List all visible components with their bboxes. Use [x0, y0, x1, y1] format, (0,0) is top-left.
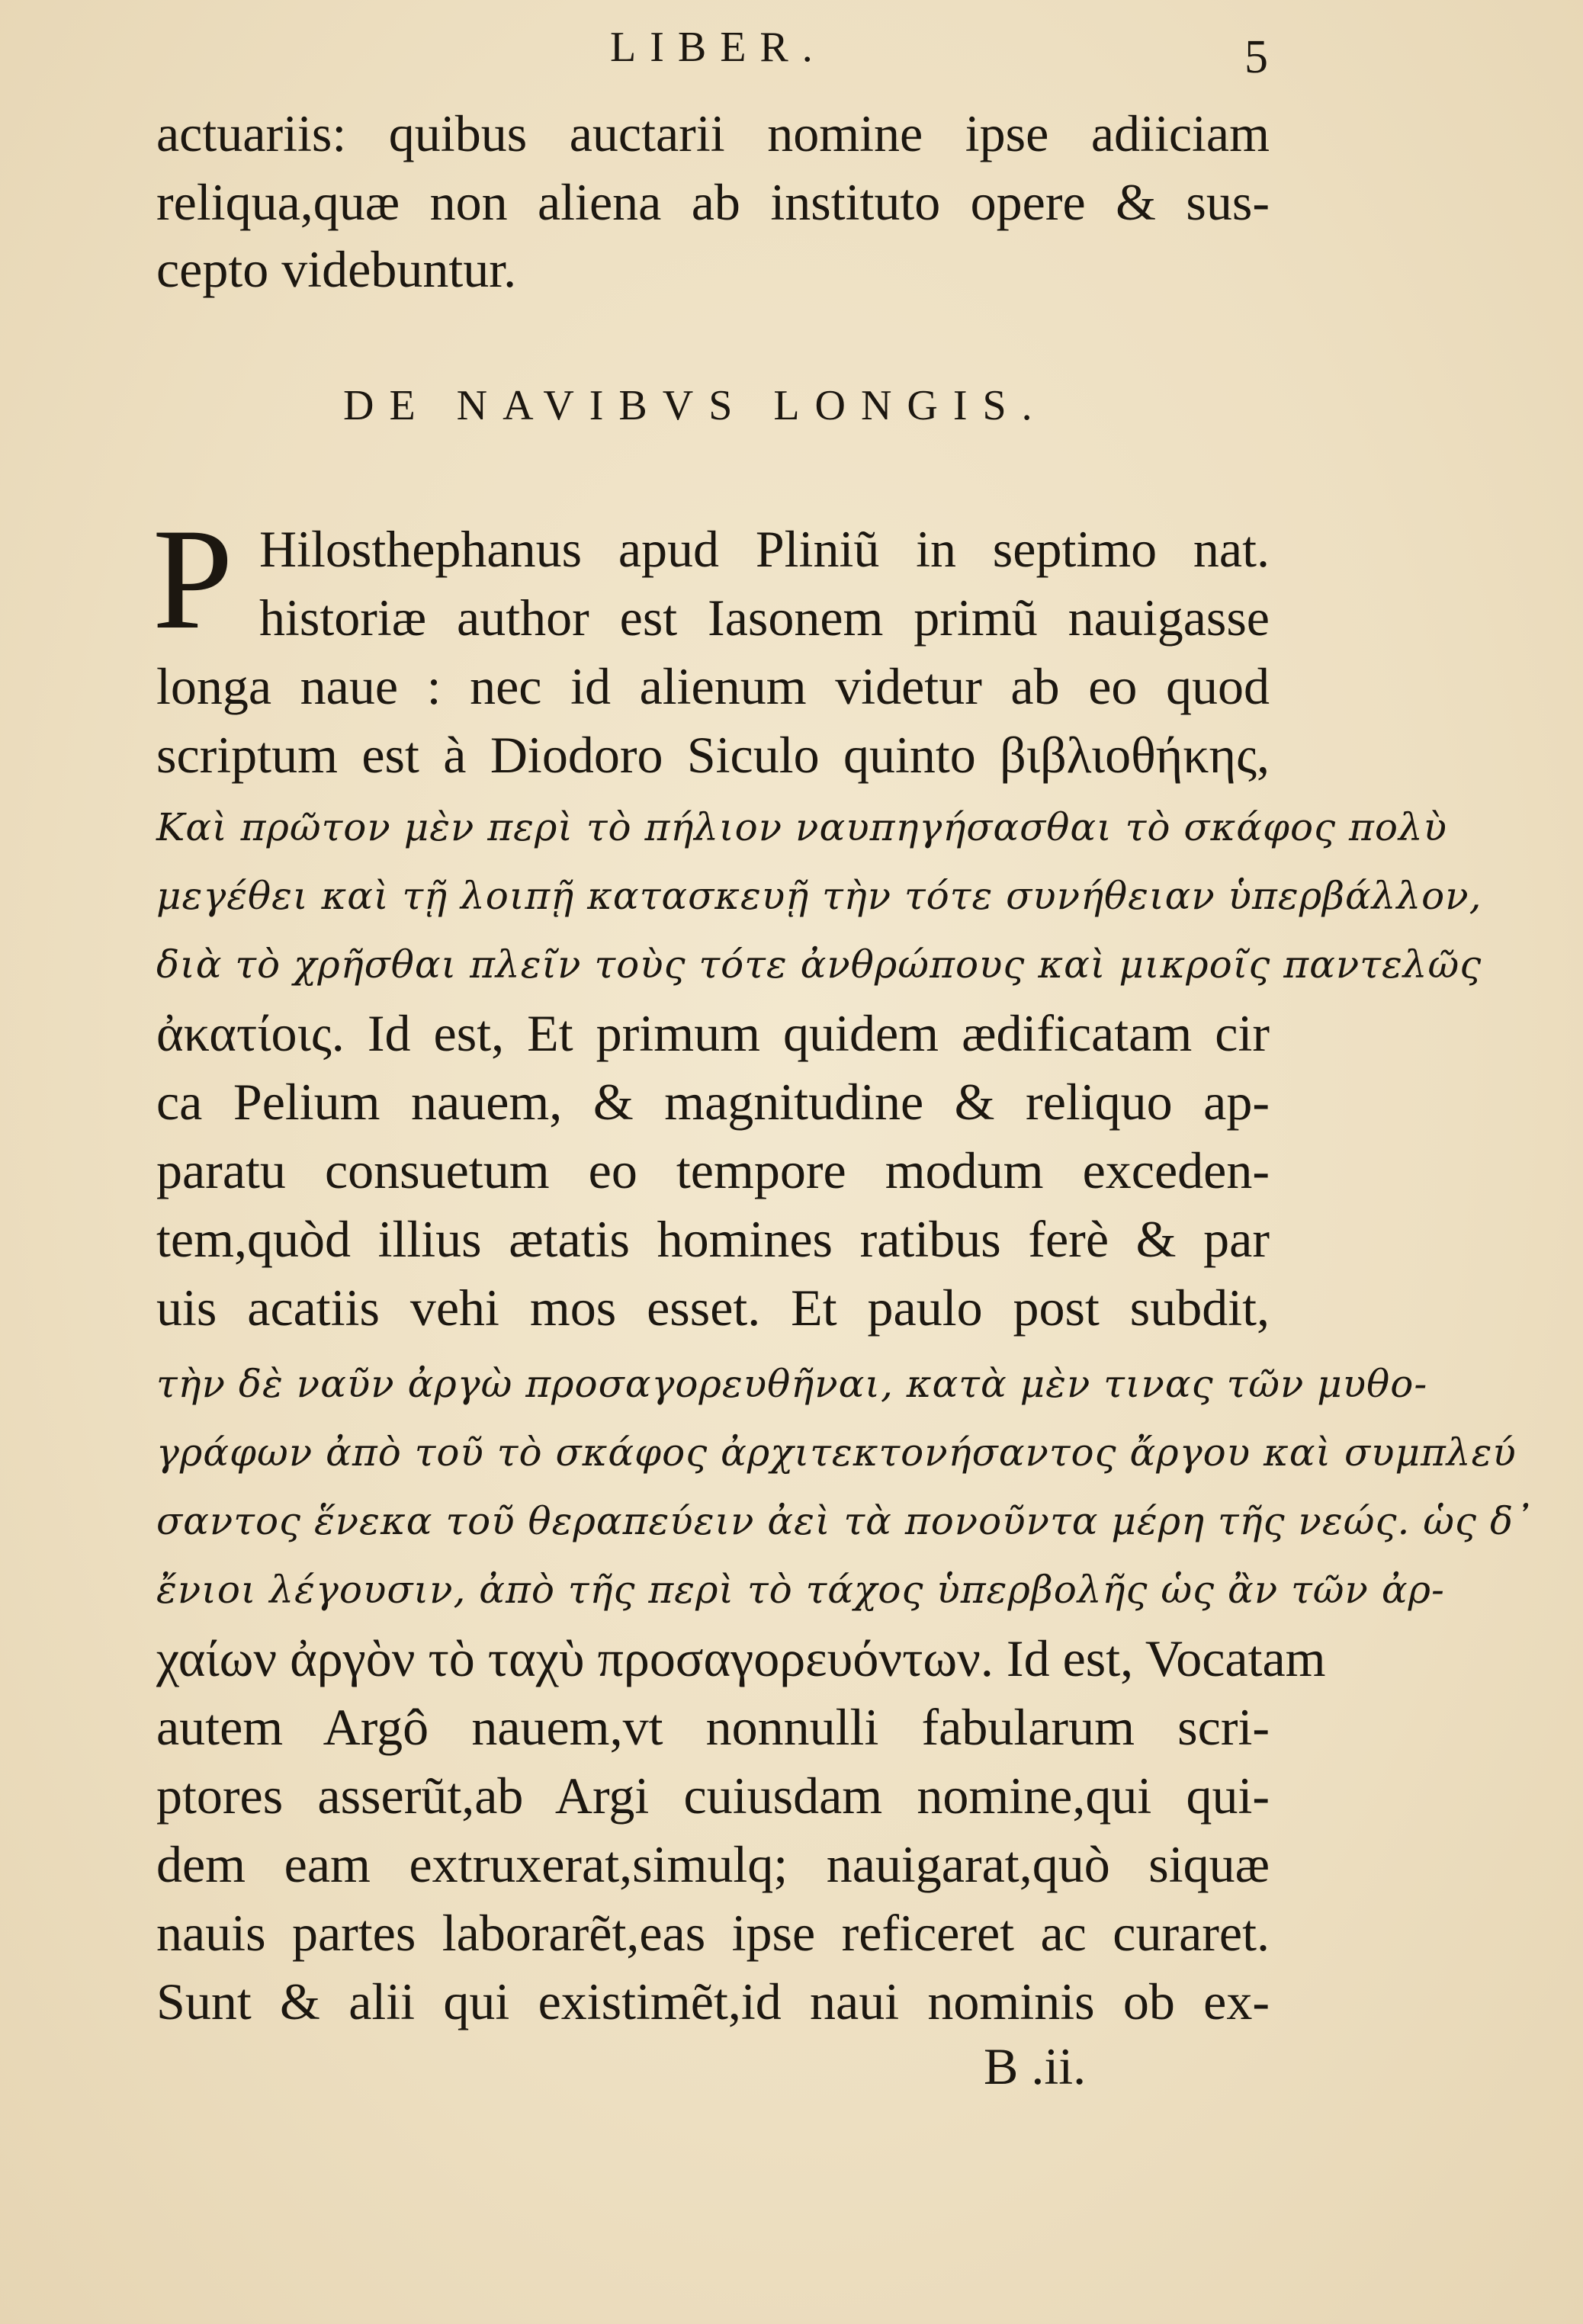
page-number: 5: [1244, 31, 1268, 83]
text-line: scriptum est à Diodoro Siculo quinto βιβλιοθήκης,: [156, 726, 1270, 784]
text-line: autem Argô nauem,vt nonnulli fabularum scri-: [156, 1698, 1270, 1756]
text-line: longa naue : nec id alienum videtur ab eo quod: [156, 657, 1270, 715]
text-line: dem eam extruxerat,simulq; nauigarat,quò siquæ: [156, 1835, 1270, 1893]
greek-line: μεγέθει καὶ τῇ λοιπῇ κατασκευῇ τὴν τότε συνήθειαν ὑπερβάλλον,: [156, 874, 1482, 918]
greek-line: τὴν δὲ ναῦν ἀργὼ προσαγορευθῆναι, κατὰ μὲν τινας τῶν μυθο-: [156, 1362, 1428, 1406]
text-line: paratu consuetum eo tempore modum exceden-: [156, 1141, 1270, 1199]
greek-line: Καὶ πρῶτον μὲν περὶ τὸ πήλιον ναυπηγήσασθαι τὸ σκάφος πολὺ: [156, 805, 1448, 849]
text-line: Hilosthephanus apud Pliniũ in septimo nat.: [259, 520, 1270, 578]
drop-cap: P: [153, 499, 233, 660]
text-line: tem,quòd illius ætatis homines ratibus ferè & par: [156, 1210, 1270, 1268]
text-line: ca Pelium nauem, & magnitudine & reliquo ap-: [156, 1073, 1270, 1131]
greek-line: ἔνιοι λέγουσιν, ἀπὸ τῆς περὶ τὸ τάχος ὑπερβολῆς ὡς ἂν τῶν ἀρ-: [156, 1568, 1445, 1612]
text-line: historiæ author est Iasonem primũ nauigasse: [259, 589, 1270, 647]
text-line: χαίων ἀργὸν τὸ ταχὺ προσαγορευόντων. Id est, Vocatam: [156, 1629, 1326, 1687]
text-line: nauis partes laborarẽt,eas ipse reficeret ac curaret.: [156, 1904, 1270, 1962]
text-line: reliqua,quæ non aliena ab instituto opere & sus-: [156, 173, 1270, 231]
running-head: LIBER.: [610, 24, 827, 71]
text-line: Sunt & alii qui existimẽt,id naui nominis ob ex-: [156, 1973, 1270, 2030]
greek-line: γράφων ἀπὸ τοῦ τὸ σκάφος ἀρχιτεκτονήσαντος ἄργου καὶ συμπλεύ: [156, 1430, 1517, 1475]
section-title: DE NAVIBVS LONGIS.: [343, 382, 1048, 429]
text-line: actuariis: quibus auctarii nomine ipse adiiciam: [156, 104, 1270, 162]
text-line: uis acatiis vehi mos esset. Et paulo post subdit,: [156, 1279, 1270, 1337]
text-line: ptores asserũt,ab Argi cuiusdam nomine,qui qui-: [156, 1767, 1270, 1825]
signature-mark: B .ii.: [984, 2037, 1087, 2095]
text-line: cepto videbuntur.: [156, 240, 517, 298]
greek-line: σαντος ἕνεκα τοῦ θεραπεύειν ἀεὶ τὰ πονοῦντα μέρη τῆς νεώς. ὡς δ᾿: [156, 1499, 1534, 1543]
greek-line: διὰ τὸ χρῆσθαι πλεῖν τοὺς τότε ἀνθρώπους καὶ μικροῖς παντελῶς: [156, 942, 1482, 987]
text-line: ἀκατίοις. Id est, Et primum quidem ædificatam cir: [156, 1004, 1270, 1062]
